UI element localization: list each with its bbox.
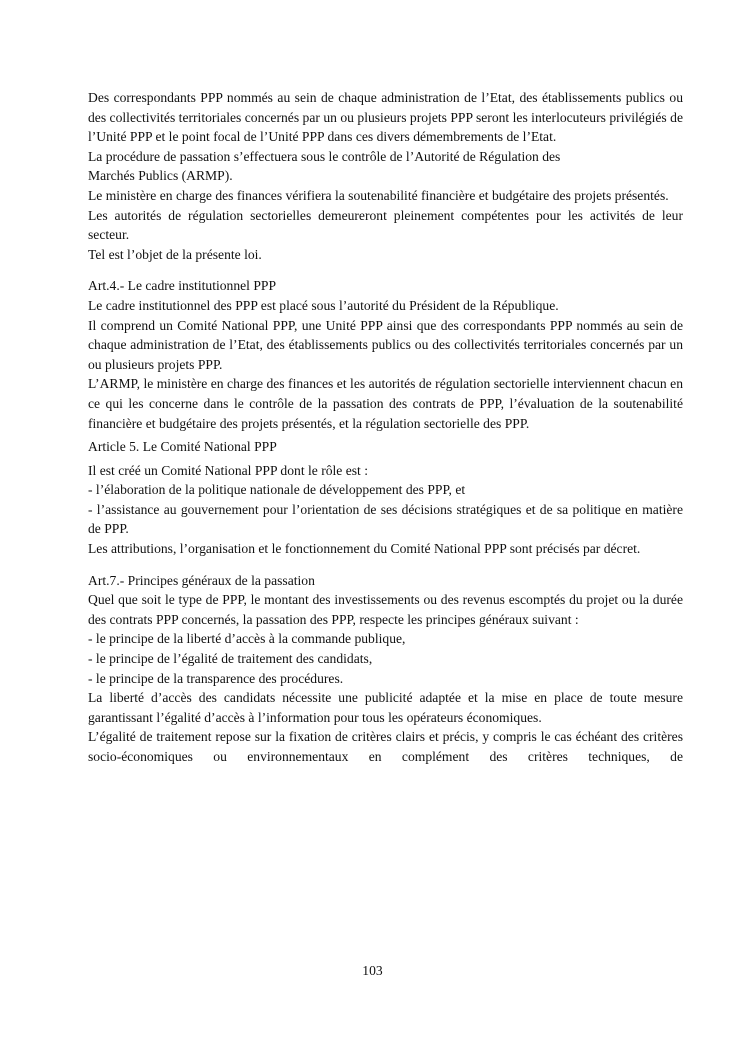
document-page — [88, 88, 683, 767]
page-number: 103 — [362, 963, 383, 978]
intro-paragraph-2b: Marchés Publics (ARMP). — [88, 168, 233, 184]
art5-paragraph-4: Les attributions, l’organisation et le fonctionnement du Comité National PPP sont précisés par décret. — [88, 541, 641, 557]
art7-paragraph-6: L’égalité de traitement repose sur la fixation de critères clairs et précis, y compris le cas échéant des critères socio-économiques ou environnementaux en complément des critères techniques, de — [88, 729, 683, 764]
art4-paragraph-1: Le cadre institutionnel des PPP est placé sous l’autorité du Président de la République. — [88, 297, 559, 313]
art4-heading: Art.4.- Le cadre institutionnel PPP — [88, 278, 277, 294]
art4-paragraph-2: Il comprend un Comité National PPP, une Unité PPP ainsi que des correspondants PPP nommés au sein de chaque administration de l’Etat, des établissements publics ou des collectivités territoriales concernés par un ou plusieurs projets PPP. — [88, 317, 683, 372]
intro-paragraph-1: Des correspondants PPP nommés au sein de chaque administration de l’Etat, des établissements publics ou des collectivités territoriales concernés par un ou plusieurs projets PPP seront les interlocuteurs privilégiés de l’Unité PPP et le point focal de l’Unité PPP dans ces divers démembrements de l’Etat. — [88, 90, 683, 145]
art5-paragraph-1: Il est créé un Comité National PPP dont le rôle est : — [88, 462, 369, 478]
intro-paragraph-3: Le ministère en charge des finances vérifiera la soutenabilité financière et budgétaire des projets présentés. — [88, 187, 669, 203]
art7-list-item-2: - le principe de l’égalité de traitement des candidats, — [88, 651, 373, 667]
art5-heading: Article 5. Le Comité National PPP — [88, 439, 277, 455]
intro-paragraph-5: Tel est l’objet de la présente loi. — [88, 246, 262, 262]
art5-paragraph-2: - l’élaboration de la politique nationale de développement des PPP, et — [88, 482, 466, 498]
art4-paragraph-3: L’ARMP, le ministère en charge des finances et les autorités de régulation sectorielle interviennent chacun en ce qui les concerne dans le contrôle de la passation des contrats de PPP, l’évaluation de la soutenabilité financière et budgétaire des projets présentés, et la régulation sectorielle des PPP. — [88, 376, 683, 431]
art7-list-item-3: - le principe de la transparence des procédures. — [88, 670, 344, 686]
art7-heading: Art.7.- Principes généraux de la passation — [88, 572, 315, 588]
art7-paragraph-1: Quel que soit le type de PPP, le montant des investissements ou des revenus escomptés du projet ou la durée des contrats PPP concernés, la passation des PPP, respecte les principes généraux suivant : — [88, 592, 683, 627]
art7-paragraph-5: La liberté d’accès des candidats nécessite une publicité adaptée et la mise en place de toute mesure garantissant l’égalité d’accès à l’information pour tous les opérateurs économiques. — [88, 690, 683, 725]
art5-paragraph-3: - l’assistance au gouvernement pour l’orientation de ses décisions stratégiques et de sa politique en matière de PPP. — [88, 501, 683, 537]
intro-paragraph-2a: La procédure de passation s’effectuera sous le contrôle de l’Autorité de Régulation des — [88, 148, 561, 164]
intro-paragraph-4: Les autorités de régulation sectorielles demeureront pleinement compétentes pour les activités de leur secteur. — [88, 207, 683, 243]
art7-list-item-1: - le principe de la liberté d’accès à la commande publique, — [88, 631, 406, 647]
